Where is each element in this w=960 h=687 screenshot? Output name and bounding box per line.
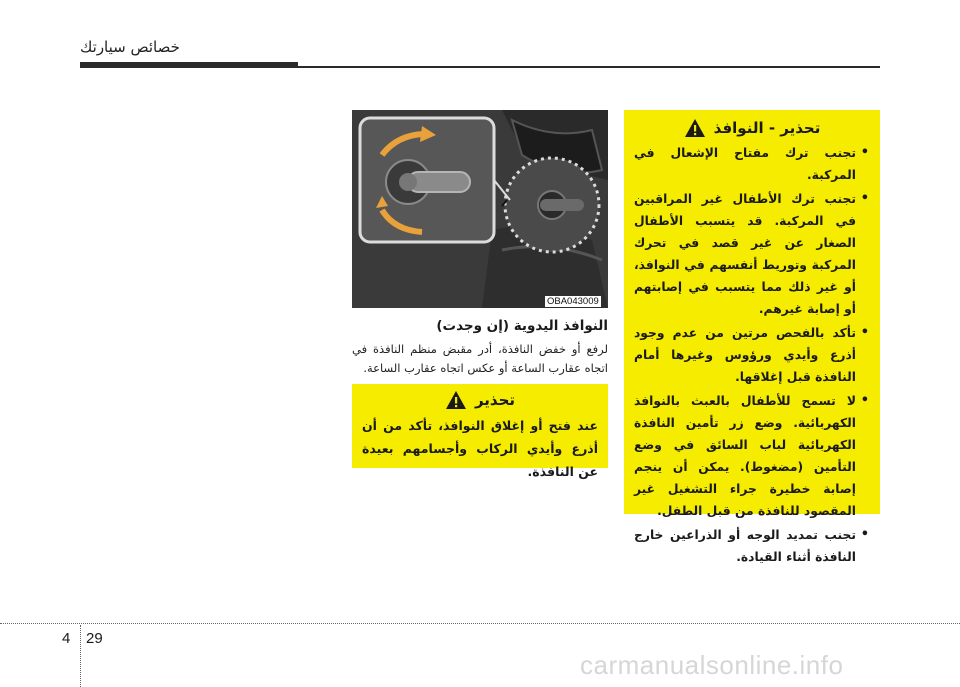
warning-heading (362, 390, 598, 410)
warning-box-windows (624, 110, 880, 564)
warning-box-closing (352, 384, 608, 479)
header-rule-thin (298, 66, 880, 68)
footer-divider (80, 625, 81, 687)
header-rule-thick (80, 62, 298, 68)
warning-heading (634, 118, 870, 138)
warning-item: • لا تسمح للأطفال بالعبث بالنوافذ الكهربائية. وضع زر تأمين النافذة الكهربائية لباب السائق في وضع التأمين (مضغوط). يمكن أن ينجم إصابة خطيرة جراء التشغيل غير المقصود للنافذة من قبل الطفل. (634, 390, 856, 522)
door-panel-illustration (352, 110, 608, 308)
warning-heading-text: تحذير - النوافذ (713, 119, 821, 137)
warning-heading-text: تحذير (474, 391, 516, 409)
window-crank-photo (352, 110, 608, 308)
warning-triangle-icon (445, 390, 467, 410)
warning-triangle-icon (684, 118, 706, 138)
warning-item: • تجنب ترك الأطفال غير المراقبين في المركبة. قد يتسبب الأطفال الصغار عن غير قصد في تحرك المركبة وتوريط أنفسهم في النوافذ، أو غير ذلك مما يتسبب في إصابتهم أو إصابة غيرهم. (634, 188, 856, 320)
section-body: لرفع أو خفض النافذة، أدر مقبض منظم النافذة في اتجاه عقارب الساعة أو عكس اتجاه عقارب الساعة. (352, 342, 608, 375)
warning-item: • تجنب ترك مفتاح الإشعال في المركبة. (634, 142, 856, 186)
warning-item: • تجنب تمديد الوجه أو الذراعين خارج النافذة أثناء القيادة. (634, 524, 856, 568)
figure-code: OBA043009 (547, 296, 599, 307)
warning-body-text: عند فتح أو إغلاق النوافذ، تأكد من أن أذرع وأيدي الركاب وأجسامهم بعيدة عن النافذة. (362, 418, 598, 479)
warning-list (634, 142, 870, 568)
chapter-header-title: خصائص سيارتك (80, 38, 180, 56)
footer-rule (0, 623, 960, 624)
watermark-text: carmanualsonline.info (580, 650, 844, 680)
chapter-number: 4 (62, 630, 71, 647)
page-number: 29 (86, 630, 103, 647)
section-title: النوافذ اليدوية (إن وجدت) (436, 318, 608, 334)
warning-item: • تأكد بالفحص مرتين من عدم وجود أذرع وأيدي ورؤوس وغيرها أمام النافذة قبل إغلاقها. (634, 322, 856, 388)
